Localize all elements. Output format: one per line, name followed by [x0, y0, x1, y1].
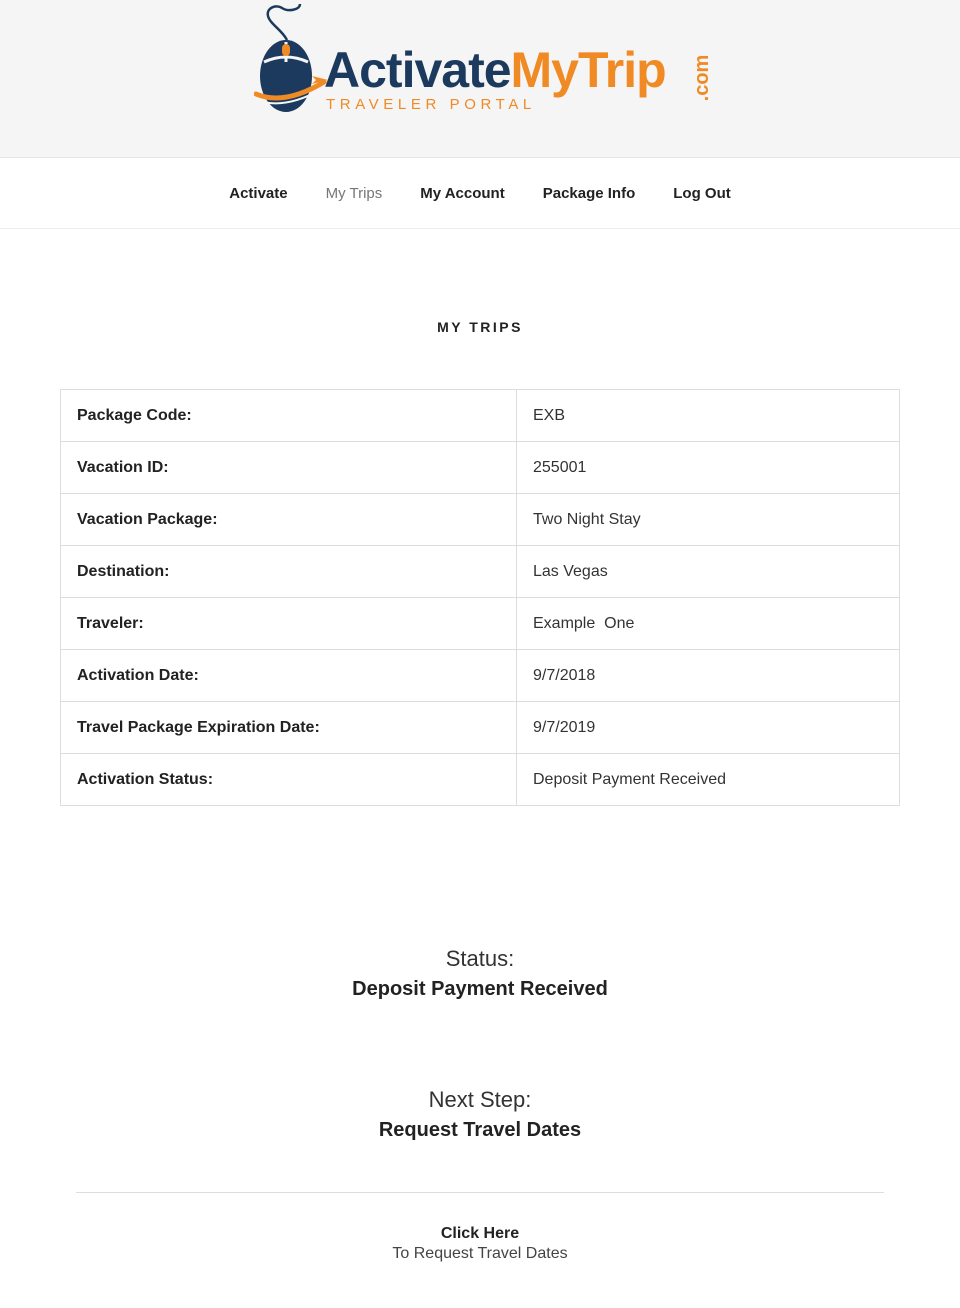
row-label: Activation Status:	[61, 754, 517, 806]
page-title: MY TRIPS	[437, 319, 523, 335]
table-row	[61, 598, 900, 650]
row-value: Example One	[517, 598, 900, 650]
trip-details-table	[60, 389, 900, 806]
row-label: Travel Package Expiration Date:	[61, 702, 517, 754]
nav-activate[interactable]: Activate	[229, 184, 288, 202]
nav-log-out[interactable]: Log Out	[673, 184, 731, 202]
nav-my-account[interactable]: My Account	[420, 184, 505, 202]
next-step-section	[0, 1087, 960, 1142]
status-section	[0, 946, 960, 1001]
row-value: 255001	[517, 442, 900, 494]
brand-name	[324, 42, 666, 98]
nav-package-info[interactable]: Package Info	[542, 184, 636, 202]
table-row	[61, 390, 900, 442]
row-label: Package Code:	[61, 390, 517, 442]
main-nav	[0, 158, 960, 229]
table-row	[61, 754, 900, 806]
row-label: Vacation ID:	[61, 442, 517, 494]
table-row	[61, 702, 900, 754]
brand-name-part2: MyTrip	[510, 42, 666, 98]
row-label: Activation Date:	[61, 650, 517, 702]
table-row	[61, 546, 900, 598]
row-label: Traveler:	[61, 598, 517, 650]
row-value: Deposit Payment Received	[517, 754, 900, 806]
mouse-globe-icon	[254, 2, 334, 120]
brand-name-part1: Activate	[324, 42, 511, 98]
row-value: Las Vegas	[517, 546, 900, 598]
brand-tld	[692, 48, 712, 108]
next-step-label: Next Step:	[428, 1087, 532, 1112]
brand-tld-text: .com	[691, 54, 713, 102]
row-value: 9/7/2018	[517, 650, 900, 702]
row-label: Vacation Package:	[61, 494, 517, 546]
row-value: 9/7/2019	[517, 702, 900, 754]
nav-my-trips[interactable]: My Trips	[325, 184, 383, 202]
site-logo[interactable]	[254, 2, 714, 120]
status-label: Status:	[445, 946, 515, 971]
status-value: Deposit Payment Received	[352, 978, 608, 1000]
click-here-link[interactable]: Click Here	[440, 1225, 520, 1242]
table-row	[61, 442, 900, 494]
brand-subtitle: TRAVELER PORTAL	[326, 96, 536, 113]
row-value: EXB	[517, 390, 900, 442]
next-step-value: Request Travel Dates	[378, 1119, 582, 1141]
table-row	[61, 494, 900, 546]
row-label: Destination:	[61, 546, 517, 598]
cta-subtitle: To Request Travel Dates	[392, 1245, 568, 1262]
request-dates-cta	[0, 1225, 960, 1263]
section-divider	[76, 1192, 884, 1193]
site-header	[0, 0, 960, 158]
row-value: Two Night Stay	[517, 494, 900, 546]
table-row	[61, 650, 900, 702]
